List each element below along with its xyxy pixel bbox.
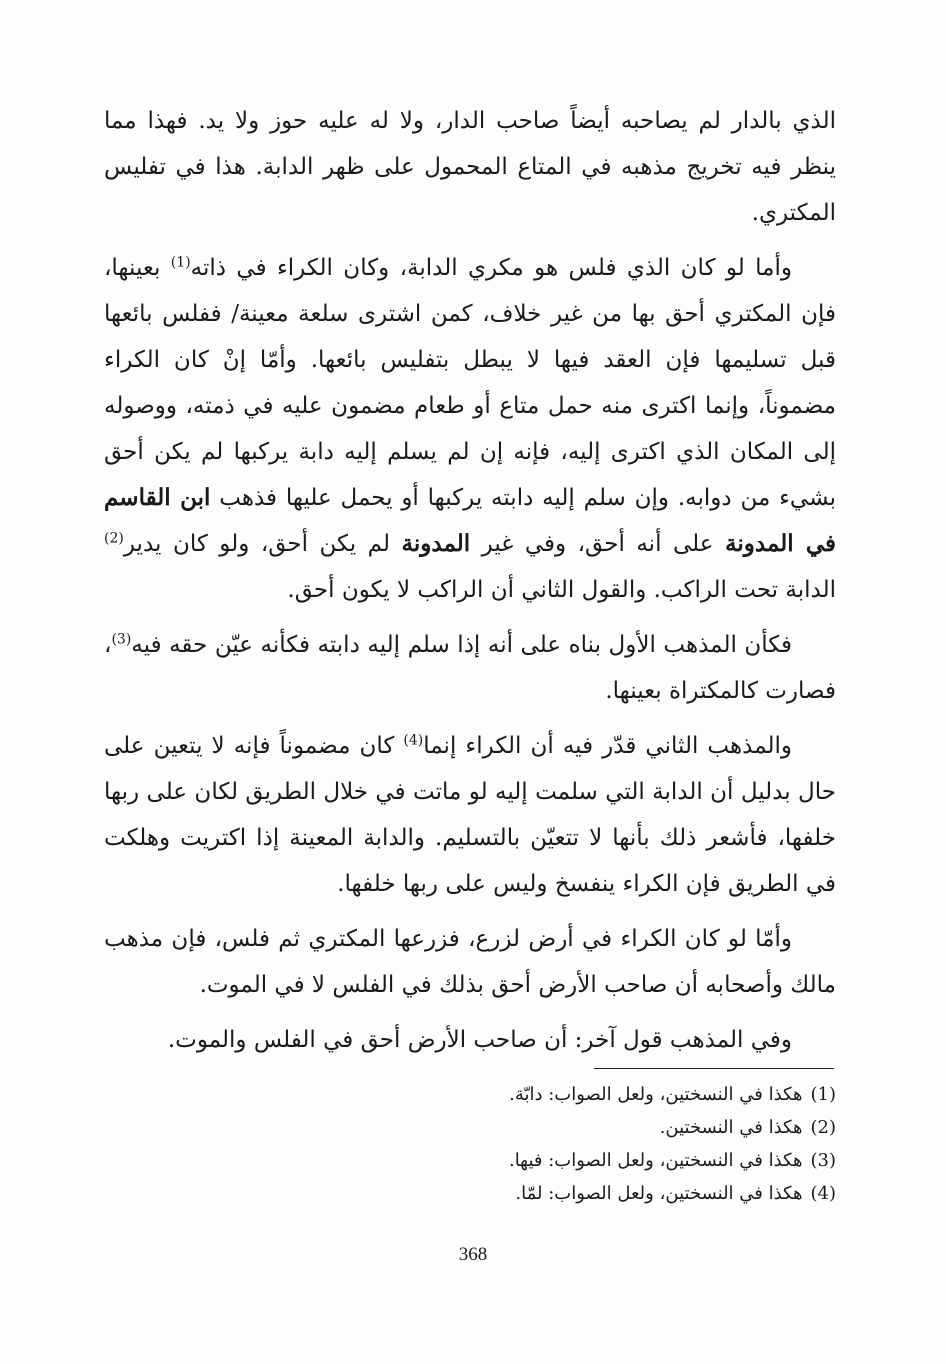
paragraph-p3 [104, 622, 836, 714]
bold-term: المدونة [401, 530, 471, 557]
text-run: والمذهب الثاني قدّر فيه أن الكراء إنما [423, 733, 792, 759]
paragraph-p4 [104, 723, 836, 907]
footnote-number: (2) [810, 1117, 836, 1138]
text-run: كان مضموناً فإنه لا يتعين على حال بدليل أن الدابة التي سلمت إليه لو ماتت في خلال الطريق لكان على ربها خلفها، فأشعر ذلك بأنها لا تتعيّن بالتسليم. والدابة المعينة إذا اكتريت وهلكت في الطريق فإن الكراء ينفسخ وليس على ربها خلفها. [104, 733, 836, 897]
text-run: وأمّا لو كان الكراء في أرض لزرع، فزرعها المكتري ثم فلس، فإن مذهب مالك وأصحابه أن صاحب الأرض أحق بذلك في الفلس لا في الموت. [104, 926, 836, 998]
footnote-ref: (3) [111, 631, 132, 648]
footnote-separator [594, 1068, 834, 1069]
footnote-3 [104, 1144, 836, 1177]
footnote-ref: (1) [170, 254, 191, 271]
main-text [104, 98, 836, 1072]
bold-term: ابن القاسم في المدونة [104, 484, 837, 557]
footnote-ref: (4) [403, 732, 424, 749]
paragraph-p1 [104, 98, 836, 236]
text-run: لم يكن أحق، ولو كان يدير [123, 531, 402, 557]
paragraph-p2 [104, 245, 836, 613]
footnote-text: هكذا في النسختين، ولعل الصواب: لمّا. [515, 1183, 803, 1204]
footnote-4 [104, 1177, 836, 1210]
text-run: الدابة تحت الراكب. والقول الثاني أن الراكب لا يكون أحق. [287, 577, 836, 603]
footnote-number: (1) [810, 1084, 836, 1105]
footnote-text: هكذا في النسختين، ولعل الصواب: فيها. [508, 1150, 803, 1171]
footnote-number: (4) [810, 1183, 836, 1204]
footnote-1 [104, 1078, 836, 1111]
text-run: ، فصارت كالمكتراة بعينها. [104, 632, 836, 704]
page-number: 368 [458, 1244, 488, 1265]
paragraph-p6 [104, 1017, 836, 1063]
text-run: الذي بالدار لم يصاحبه أيضاً صاحب الدار، ولا له عليه حوز ولا يد. فهذا مما ينظر فيه تخريج مذهبه في المتاع المحمول على ظهر الدابة. هذا في تفليس المكتري. [104, 108, 836, 226]
footnote-2 [104, 1111, 836, 1144]
footnote-ref: (2) [104, 530, 124, 547]
text-run: وفي المذهب قول آخر: أن صاحب الأرض أحق في الفلس والموت. [167, 1027, 792, 1053]
text-run: بعينها، فإن المكتري أحق بها من غير خلاف، كمن اشترى سلعة معينة/ ففلس بائعها قبل تسليمها فإن العقد فيها لا يبطل بتفليس بائعها. وأمّا إنْ كان الكراء مضموناً، وإنما اكترى منه حمل متاع أو طعام مضمون عليه في ذمته، ووصوله إلى المكان الذي اكترى إليه، فإنه إن لم يسلم إليه دابة يركبها لم يكن أحق بشيء من دوابه. وإن سلم إليه دابته يركبها أو يحمل عليها فذهب [104, 255, 836, 511]
footnote-text: هكذا في النسختين. [659, 1117, 803, 1138]
footnote-number: (3) [810, 1150, 836, 1171]
paragraph-p5 [104, 916, 836, 1008]
text-run: وأما لو كان الذي فلس هو مكري الدابة، وكان الكراء في ذاته [190, 255, 792, 281]
footnotes [104, 1078, 836, 1210]
text-run: على أنه أحق، وفي غير [470, 531, 726, 557]
text-run: فكأن المذهب الأول بناه على أنه إذا سلم إليه دابته فكأنه عيّن حقه فيه [131, 632, 792, 658]
footnote-text: هكذا في النسختين، ولعل الصواب: دابّة. [509, 1084, 803, 1105]
